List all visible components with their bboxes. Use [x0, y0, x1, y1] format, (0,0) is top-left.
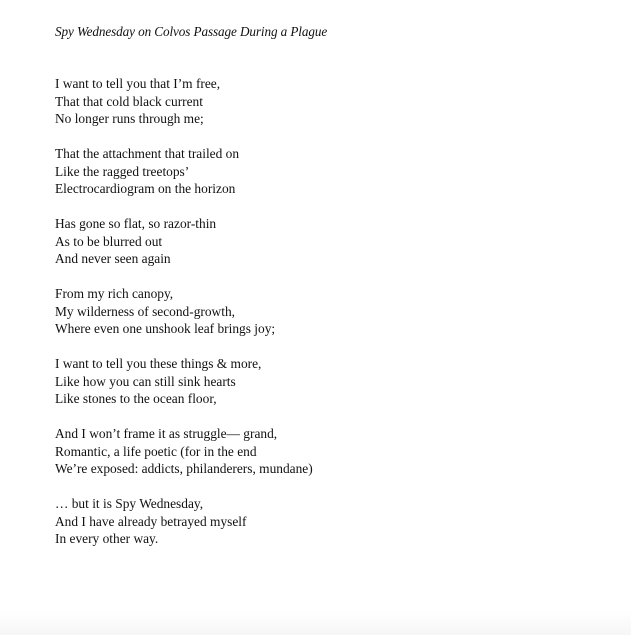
- poem-line: And never seen again: [55, 251, 171, 266]
- poem-line: Like how you can still sink hearts: [55, 373, 236, 389]
- stanza-7: [55, 495, 313, 548]
- poem-line: That the attachment that trailed on: [55, 146, 240, 161]
- poem-line: And I won’t frame it as struggle— grand,: [55, 426, 278, 441]
- poem-line: I want to tell you these things & more,: [55, 356, 262, 371]
- poem-line: No longer runs through me;: [55, 111, 204, 126]
- poem-line: In every other way.: [55, 531, 159, 546]
- poem-line: My wilderness of second-growth,: [55, 303, 235, 319]
- stanza-4: [55, 285, 313, 338]
- poem-line: Like stones to the ocean floor,: [55, 391, 217, 406]
- poem-line: From my rich canopy,: [55, 286, 174, 301]
- poem-line: We’re exposed: addicts, philanderers, mundane): [55, 461, 313, 476]
- poem-line: Has gone so flat, so razor-thin: [55, 216, 217, 231]
- poem-body: [55, 75, 313, 565]
- poem-line: Like the ragged treetops’: [55, 163, 190, 179]
- poem-line: As to be blurred out: [55, 233, 163, 249]
- poem-line: … but it is Spy Wednesday,: [55, 496, 204, 511]
- stanza-5: [55, 355, 313, 408]
- stanza-3: [55, 215, 313, 268]
- poem-line: Electrocardiogram on the horizon: [55, 181, 236, 196]
- poem-line: And I have already betrayed myself: [55, 513, 247, 529]
- poem-title: Spy Wednesday on Colvos Passage During a Plague: [55, 24, 328, 39]
- poem-line: Where even one unshook leaf brings joy;: [55, 321, 276, 336]
- stanza-2: [55, 145, 313, 198]
- poem-line: That that cold black current: [55, 93, 203, 109]
- stanza-6: [55, 425, 313, 478]
- poem-line: I want to tell you that I’m free,: [55, 76, 221, 91]
- poem-line: Romantic, a life poetic (for in the end: [55, 443, 257, 459]
- page-bottom-edge: [0, 611, 631, 635]
- stanza-1: [55, 75, 313, 128]
